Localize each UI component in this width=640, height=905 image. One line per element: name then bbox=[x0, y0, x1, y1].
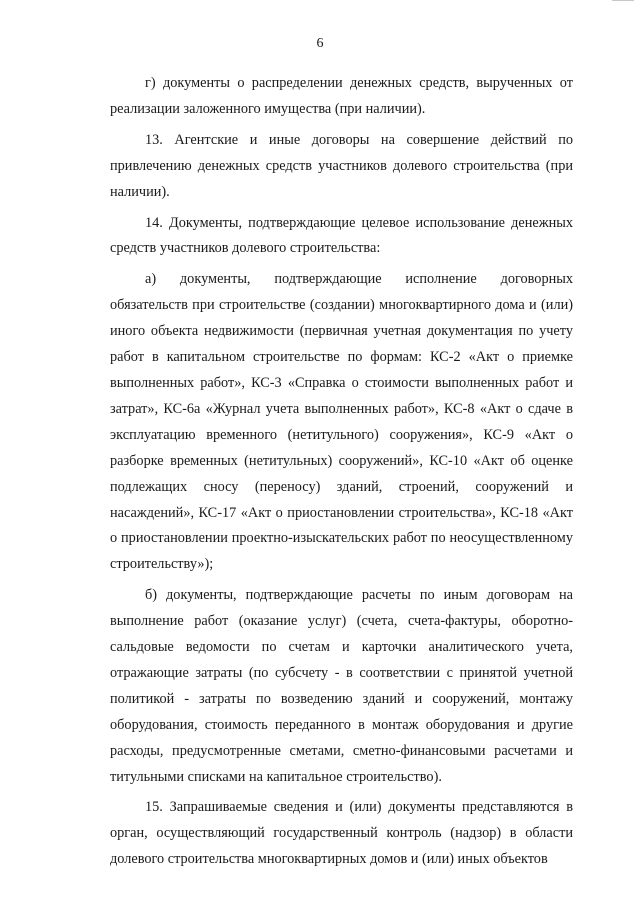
paragraph-item-g: г) документы о распределении денежных средств, вырученных от реализации заложенного имущества (при наличии). bbox=[110, 75, 573, 117]
paragraph-14-a: а) документы, подтверждающие исполнение договорных обязательств при строительстве (создании) многоквартирного дома и (или) иного объекта недвижимости (первичная учетная документация по учету работ в капитальном строительстве по формам: КС-2 «Акт о приемке выполненных работ», КС-3 «Справка о стоимости выполненных работ и затрат», КС-6а «Журнал учета выполненных работ», КС-8 «Акт о сдаче в эксплуатацию временного (нетитульного) сооружения», КС-9 «Акт о разборке временных (нетитульных) сооружений», КС-10 «Акт об оценке подлежащих сносу (переносу) зданий, строений, сооружений и насаждений», КС-17 «Акт о приостановлении строительства», КС-18 «Акт о приостановлении проектно-изыскательских работ по неосуществленному строительству»); bbox=[110, 271, 573, 573]
page-number: 6 bbox=[316, 36, 324, 51]
paragraph-15: 15. Запрашиваемые сведения и (или) документы представляются в орган, осуществляющий государственный контроль (надзор) в области долевого строительства многоквартирных домов и (или) иных объектов bbox=[110, 799, 573, 868]
paragraph-13: 13. Агентские и иные договоры на совершение действий по привлечению денежных средств участников долевого строительства (при наличии). bbox=[110, 131, 573, 200]
document-body bbox=[110, 71, 573, 873]
paragraph-14: 14. Документы, подтверждающие целевое использование денежных средств участников долевого строительства: bbox=[110, 214, 573, 257]
scan-edge-mark bbox=[612, 0, 634, 3]
paragraph-14-b: б) документы, подтверждающие расчеты по иным договорам на выполнение работ (оказание услуг) (счета, счета-фактуры, оборотно-сальдовые ведомости по счетам и карточки аналитического учета, отражающие затраты (по субсчету - в соответствии с принятой учетной политикой - затраты по возведению зданий и сооружений, монтажу оборудования, стоимость переданного в монтаж оборудования и другие расходы, предусмотренные сметами, сметно-финансовыми расчетами и титульными списками на капитальное строительство). bbox=[110, 587, 573, 785]
